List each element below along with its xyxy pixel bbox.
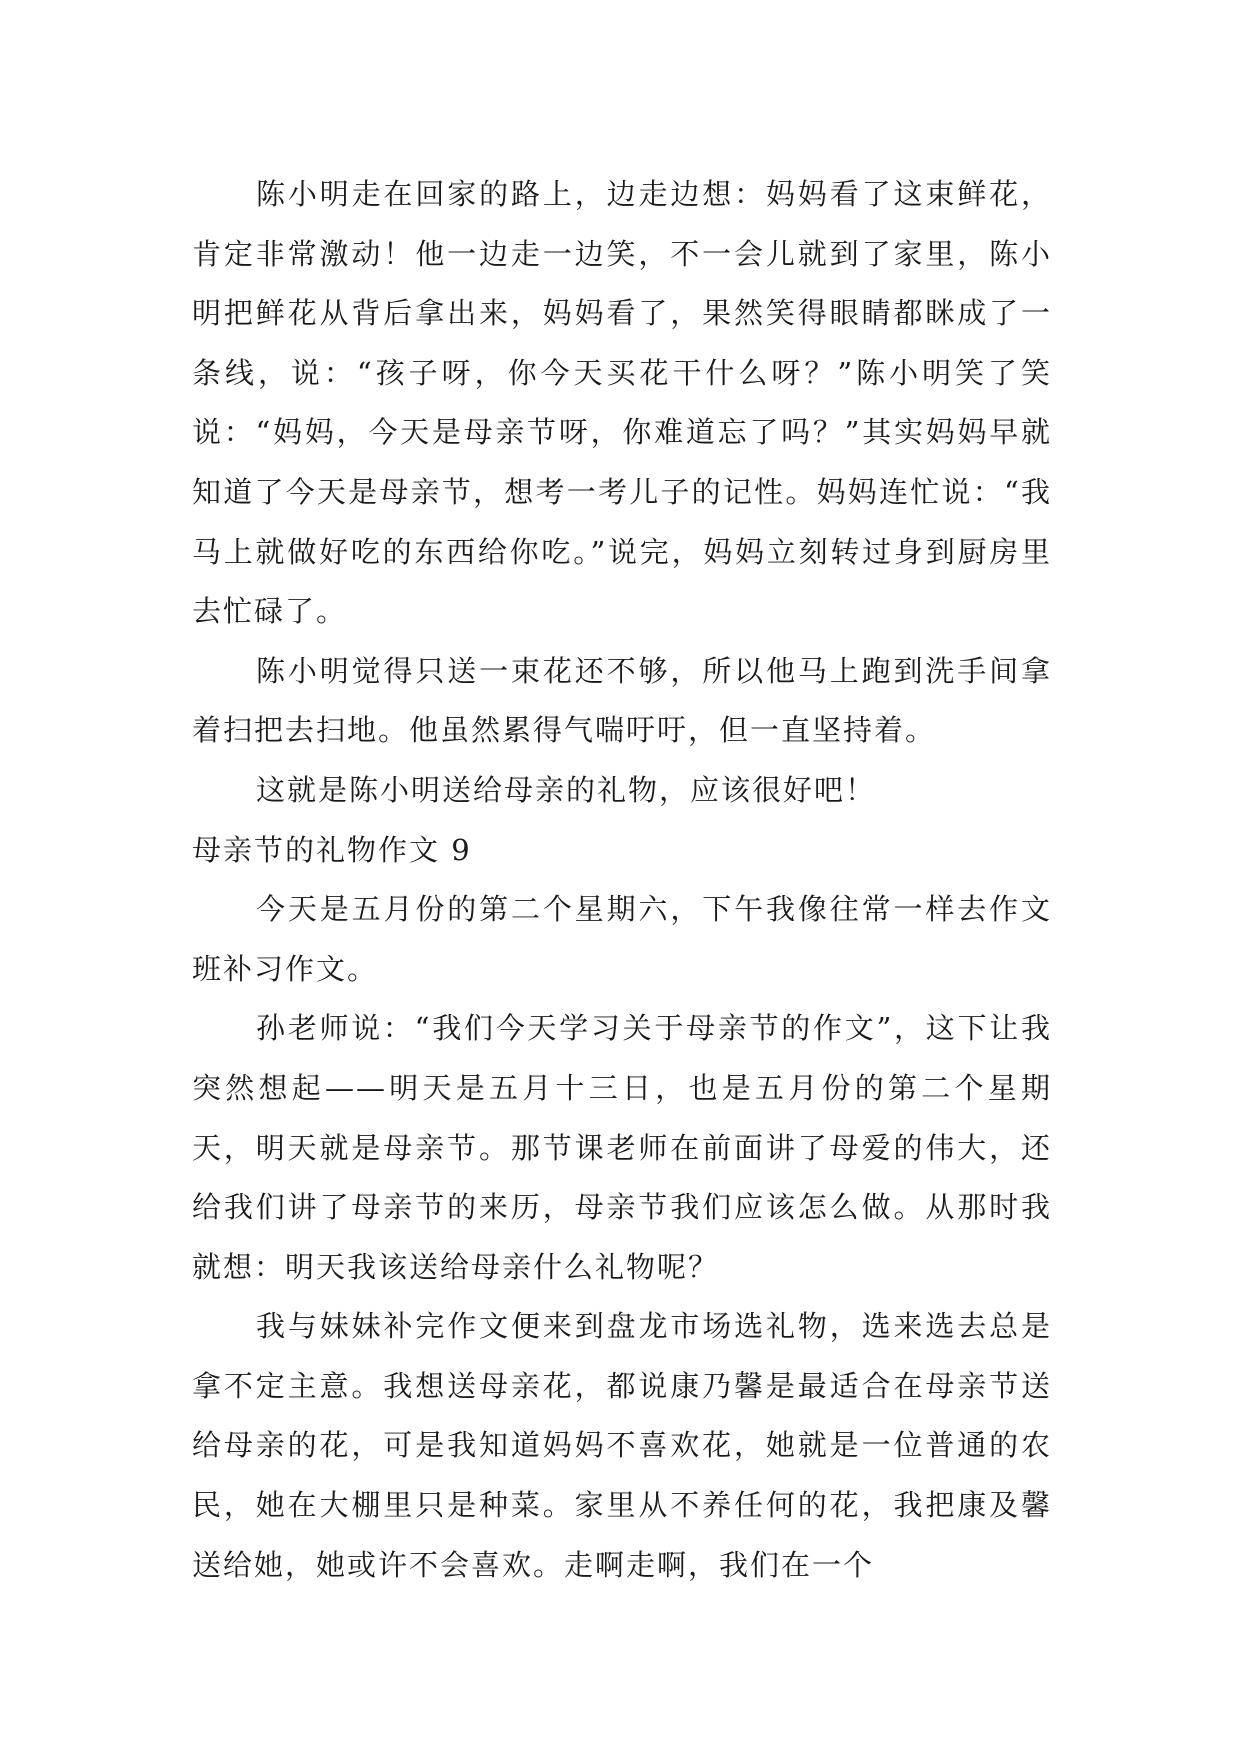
paragraph-sweeping: 陈小明觉得只送一束花还不够，所以他马上跑到洗手间拿着扫把去扫地。他虽然累得气喘吁吁，但一直坚持着。	[192, 653, 1052, 748]
section-title: 母亲节的礼物作文 9	[192, 832, 472, 867]
paragraph-conclusion: 这就是陈小明送给母亲的礼物，应该很好吧！	[256, 772, 877, 807]
paragraph-market-shopping: 我与妹妹补完作文便来到盘龙市场选礼物，选来选去总是拿不定主意。我想送母亲花，都说康乃馨是最适合在母亲节送给母亲的花，可是我知道妈妈不喜欢花，她就是一位普通的农民，她在大棚里只是种菜。家里从不养任何的花，我把康及馨送给她，她或许不会喜欢。走啊走啊，我们在一个	[192, 1309, 1052, 1582]
paragraph-flower-gift: 陈小明走在回家的路上，边走边想：妈妈看了这束鲜花，肯定非常激动！他一边走一边笑，不一会儿就到了家里，陈小明把鲜花从背后拿出来，妈妈看了，果然笑得眼睛都眯成了一条线，说：“孩子呀，你今天买花干什么呀？”陈小明笑了笑说：“妈妈，今天是母亲节呀，你难道忘了吗？”其实妈妈早就知道了今天是母亲节，想考一考儿子的记性。妈妈连忙说：“我马上就做好吃的东西给你吃。”说完，妈妈立刻转过身到厨房里去忙碌了。	[192, 177, 1052, 629]
paragraph-saturday-class: 今天是五月份的第二个星期六，下午我像往常一样去作文班补习作文。	[192, 892, 1052, 986]
document-page	[192, 165, 1052, 1595]
paragraph-teacher-lesson: 孙老师说：“我们今天学习关于母亲节的作文”，这下让我突然想起——明天是五月十三日，也是五月份的第二个星期天，明天就是母亲节。那节课老师在前面讲了母爱的伟大，还给我们讲了母亲节的来历，母亲节我们应该怎么做。从那时我就想：明天我该送给母亲什么礼物呢？	[192, 1011, 1052, 1284]
